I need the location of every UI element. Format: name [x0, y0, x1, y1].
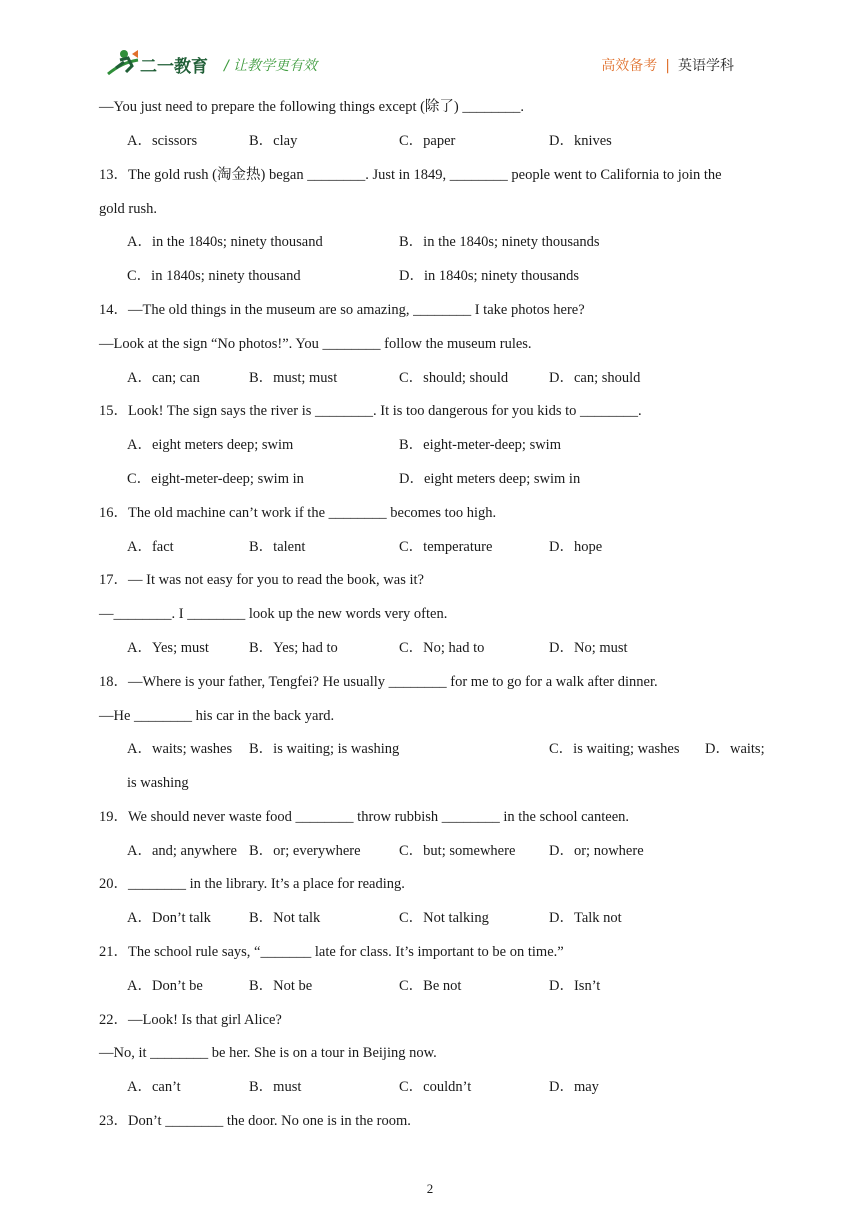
question-20: 20．________ in the library. It’s a place for reading. — [99, 876, 405, 892]
question-15: 15．Look! The sign says the river is ________. It is too dangerous for you kids to ________. — [99, 403, 642, 419]
question-16: 16．The old machine can’t work if the ________ becomes too high. — [99, 505, 497, 521]
option-q19-a: A．and; anywhere — [127, 843, 237, 859]
option-q13-b: B．in the 1840s; ninety thousands — [399, 234, 600, 250]
question-21: 21．The school rule says, “_______ late for class. It’s important to be on time.” — [99, 944, 564, 960]
page-header — [0, 0, 860, 90]
option-q16-d: D．hope — [549, 539, 603, 555]
question-13-cont: gold rush. — [99, 201, 157, 217]
option-q12-d: D．knives — [549, 133, 612, 149]
option-q18-c: C．is waiting; washes — [549, 741, 680, 757]
subject-tag — [601, 55, 734, 75]
question-14-reply: —Look at the sign “No photos!”. You ________ follow the museum rules. — [99, 336, 532, 352]
option-q20-d: D．Talk not — [549, 910, 622, 926]
option-q22-d: D．may — [549, 1079, 599, 1095]
tag-separator: | — [665, 58, 670, 74]
option-q13-c: C．in 1840s; ninety thousand — [127, 268, 301, 284]
question-22: 22．—Look! Is that girl Alice? — [99, 1012, 282, 1028]
option-q15-a: A．eight meters deep; swim — [127, 437, 294, 453]
option-q22-a: A．can’t — [127, 1079, 181, 1095]
option-q18-d-cont: is washing — [127, 775, 189, 791]
option-q21-a: A．Don’t be — [127, 978, 203, 994]
logo-text: 二一教育 — [140, 57, 208, 77]
question-17: 17．— It was not easy for you to read the book, was it? — [99, 572, 424, 588]
option-q15-c: C．eight-meter-deep; swim in — [127, 471, 304, 487]
option-q13-d: D．in 1840s; ninety thousands — [399, 268, 580, 284]
question-line: —You just need to prepare the following things except (除了) ________. — [99, 99, 525, 115]
option-q14-a: A．can; can — [127, 370, 200, 386]
option-q13-a: A．in the 1840s; ninety thousand — [127, 234, 323, 250]
option-q21-b: B．Not be — [249, 978, 313, 994]
slogan: / 让教学更有效 — [224, 58, 318, 74]
question-18: 18．—Where is your father, Tengfei? He usually ________ for me to go for a walk after dinner. — [99, 674, 658, 690]
option-q18-d: D．waits; — [705, 741, 765, 757]
question-14: 14．—The old things in the museum are so amazing, ________ I take photos here? — [99, 302, 585, 318]
option-q16-a: A．fact — [127, 539, 174, 555]
page-number: 2 — [426, 1181, 434, 1196]
option-q22-c: C．couldn’t — [399, 1079, 472, 1095]
question-19: 19．We should never waste food ________ throw rubbish ________ in the school canteen. — [99, 809, 630, 825]
option-q20-b: B．Not talk — [249, 910, 321, 926]
option-q22-b: B．must — [249, 1079, 302, 1095]
option-q14-c: C．should; should — [399, 370, 509, 386]
option-q20-a: A．Don’t talk — [127, 910, 211, 926]
option-q17-d: D．No; must — [549, 640, 628, 656]
question-18-reply: —He ________ his car in the back yard. — [99, 708, 335, 724]
option-q17-a: A．Yes; must — [127, 640, 209, 656]
option-q15-b: B．eight-meter-deep; swim — [399, 437, 561, 453]
tag-subject: 英语学科 — [678, 58, 734, 74]
option-q16-b: B．talent — [249, 539, 306, 555]
option-q14-b: B．must; must — [249, 370, 338, 386]
option-q12-c: C．paper — [399, 133, 456, 149]
option-q15-d: D．eight meters deep; swim in — [399, 471, 581, 487]
option-q21-d: D．Isn’t — [549, 978, 601, 994]
option-q12-b: B．clay — [249, 133, 298, 149]
option-q18-b: B．is waiting; is washing — [249, 741, 400, 757]
question-22-reply: —No, it ________ be her. She is on a tour in Beijing now. — [99, 1045, 437, 1061]
option-q17-b: B．Yes; had to — [249, 640, 338, 656]
option-q20-c: C．Not talking — [399, 910, 489, 926]
option-q19-d: D．or; nowhere — [549, 843, 644, 859]
question-13: 13．The gold rush (淘金热) began ________. Just in 1849, ________ people went to California to join the — [99, 167, 722, 183]
option-q17-c: C．No; had to — [399, 640, 485, 656]
question-23: 23．Don’t ________ the door. No one is in the room. — [99, 1113, 411, 1129]
tag-exam-prep: 高效备考 — [601, 58, 658, 74]
question-17-reply: —________. I ________ look up the new words very often. — [99, 606, 448, 622]
option-q19-b: B．or; everywhere — [249, 843, 361, 859]
option-q16-c: C．temperature — [399, 539, 493, 555]
option-q21-c: C．Be not — [399, 978, 462, 994]
option-q18-a: A．waits; washes — [127, 741, 233, 757]
option-q12-a: A．scissors — [127, 133, 198, 149]
option-q19-c: C．but; somewhere — [399, 843, 516, 859]
option-q14-d: D．can; should — [549, 370, 641, 386]
